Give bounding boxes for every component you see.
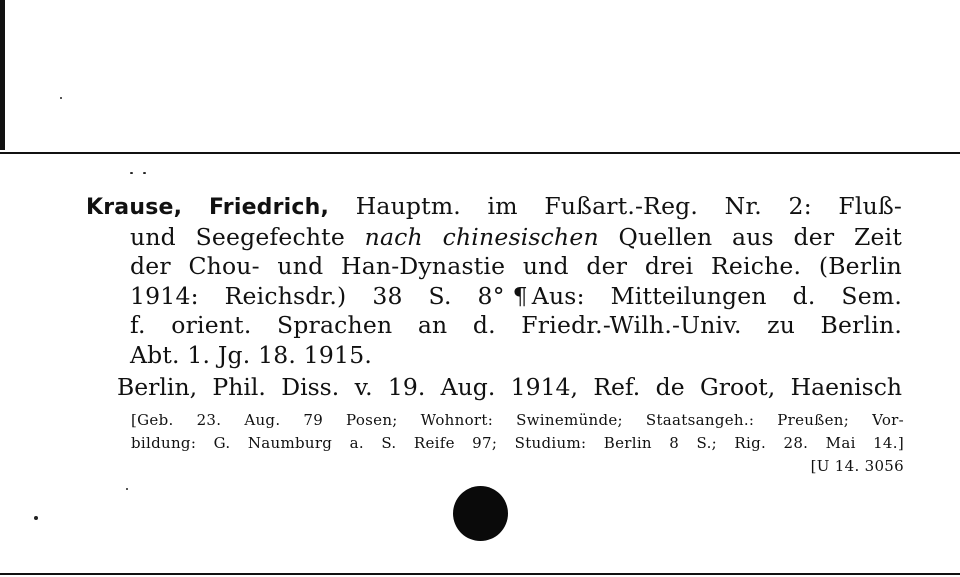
catalog-entry [86, 192, 902, 370]
call-number: [U 14. 3056 [810, 457, 904, 475]
author-name: Krause, Friedrich, [86, 195, 330, 220]
dust-speck [143, 172, 146, 174]
dust-speck [60, 97, 62, 99]
dust-speck [126, 488, 128, 490]
entry-title-part: und Seegefechte [130, 222, 345, 251]
entry-line-6: Abt. 1. Jg. 18. 1915. [130, 340, 373, 369]
entry-line-1 [86, 192, 902, 223]
dissertation-note: Berlin, Phil. Diss. v. 19. Aug. 1914, Ref. de Groot, Haenisch [117, 373, 902, 401]
entry-line-5: f. orient. Sprachen an d. Friedr.-Wilh.-Univ. zu Berlin. [130, 311, 902, 339]
entry-title-italic: nach chinesischen [364, 222, 599, 251]
entry-title-part: Hauptm. im Fußart.-Reg. Nr. 2: Fluß- [355, 192, 903, 220]
entry-line-3: der Chou- und Han-Dynastie und der drei Reiche. (Berlin [130, 252, 902, 280]
entry-title-part: Quellen aus der Zeit [618, 222, 902, 251]
punch-hole [453, 486, 508, 541]
dust-speck [130, 172, 133, 174]
pilcrow-mark: ¶ [512, 281, 528, 310]
card-left-edge [0, 0, 5, 150]
bio-line-2: bildung: G. Naumburg a. S. Reife 97; Studium: Berlin 8 S.; Rig. 28. Mai 14.] [131, 434, 904, 452]
card-bottom-rule [0, 573, 960, 575]
entry-line-2 [86, 223, 902, 253]
entry-line-4 [86, 282, 902, 312]
series-text: Aus: Mitteilungen d. Sem. [531, 281, 902, 310]
biographical-note [131, 409, 904, 478]
card-top-rule [0, 152, 960, 154]
dust-speck [34, 516, 38, 520]
imprint-text: 1914: Reichsdr.) 38 S. 8° [130, 281, 505, 310]
bio-line-1: [Geb. 23. Aug. 79 Posen; Wohnort: Swinemünde; Staatsangeh.: Preußen; Vor- [131, 411, 904, 429]
